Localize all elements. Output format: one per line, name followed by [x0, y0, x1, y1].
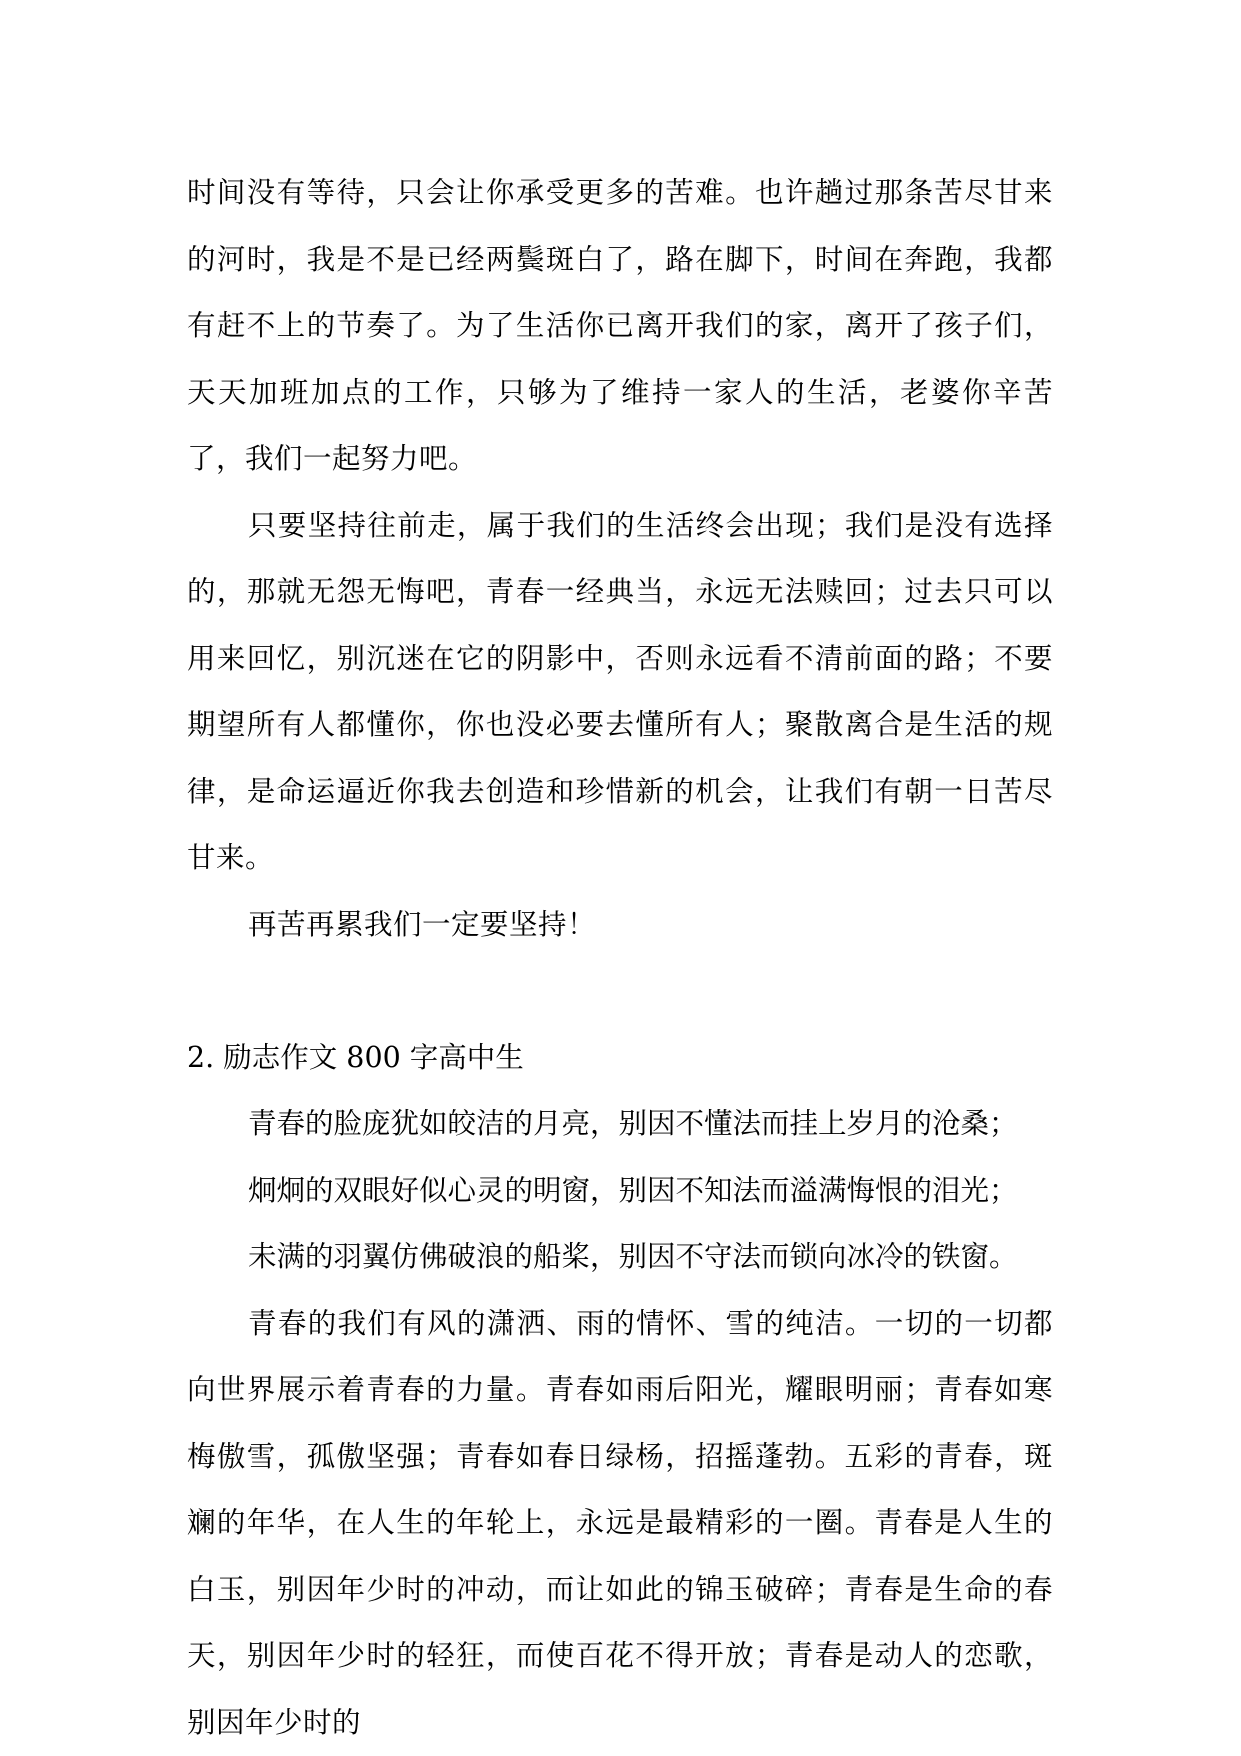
section-heading-2: 2. 励志作文 800 字高中生 [187, 1025, 1053, 1092]
paragraph-3: 再苦再累我们一定要坚持！ [187, 892, 1053, 959]
verse-line-1: 青春的脸庞犹如皎洁的月亮，别因不懂法而挂上岁月的沧桑； [187, 1091, 1053, 1158]
paragraph-4: 青春的我们有风的潇洒、雨的情怀、雪的纯洁。一切的一切都向世界展示着青春的力量。青春如雨后阳光，耀眼明丽；青春如寒梅傲雪，孤傲坚强；青春如春日绿杨，招摇蓬勃。五彩的青春，斑斓的年华，在人生的年轮上，永远是最精彩的一圈。青春是人生的白玉，别因年少时的冲动，而让如此的锦玉破碎；青春是生命的春天，别因年少时的轻狂，而使百花不得开放；青春是动人的恋歌，别因年少时的 [187, 1291, 1053, 1756]
verse-line-2: 炯炯的双眼好似心灵的明窗，别因不知法而溢满悔恨的泪光； [187, 1158, 1053, 1225]
verse-line-3: 未满的羽翼仿佛破浪的船桨，别因不守法而锁向冰冷的铁窗。 [187, 1224, 1053, 1291]
document-page [187, 160, 1053, 1756]
paragraph-2: 只要坚持往前走，属于我们的生活终会出现；我们是没有选择的，那就无怨无悔吧，青春一经典当，永远无法赎回；过去只可以用来回忆，别沉迷在它的阴影中，否则永远看不清前面的路；不要期望所有人都懂你，你也没必要去懂所有人；聚散离合是生活的规律，是命运逼近你我去创造和珍惜新的机会，让我们有朝一日苦尽甘来。 [187, 493, 1053, 892]
paragraph-1: 时间没有等待，只会让你承受更多的苦难。也许趟过那条苦尽甘来的河时，我是不是已经两鬓斑白了，路在脚下，时间在奔跑，我都有赶不上的节奏了。为了生活你已离开我们的家，离开了孩子们，天天加班加点的工作，只够为了维持一家人的生活，老婆你辛苦了，我们一起努力吧。 [187, 160, 1053, 493]
blank-line [187, 958, 1053, 1025]
